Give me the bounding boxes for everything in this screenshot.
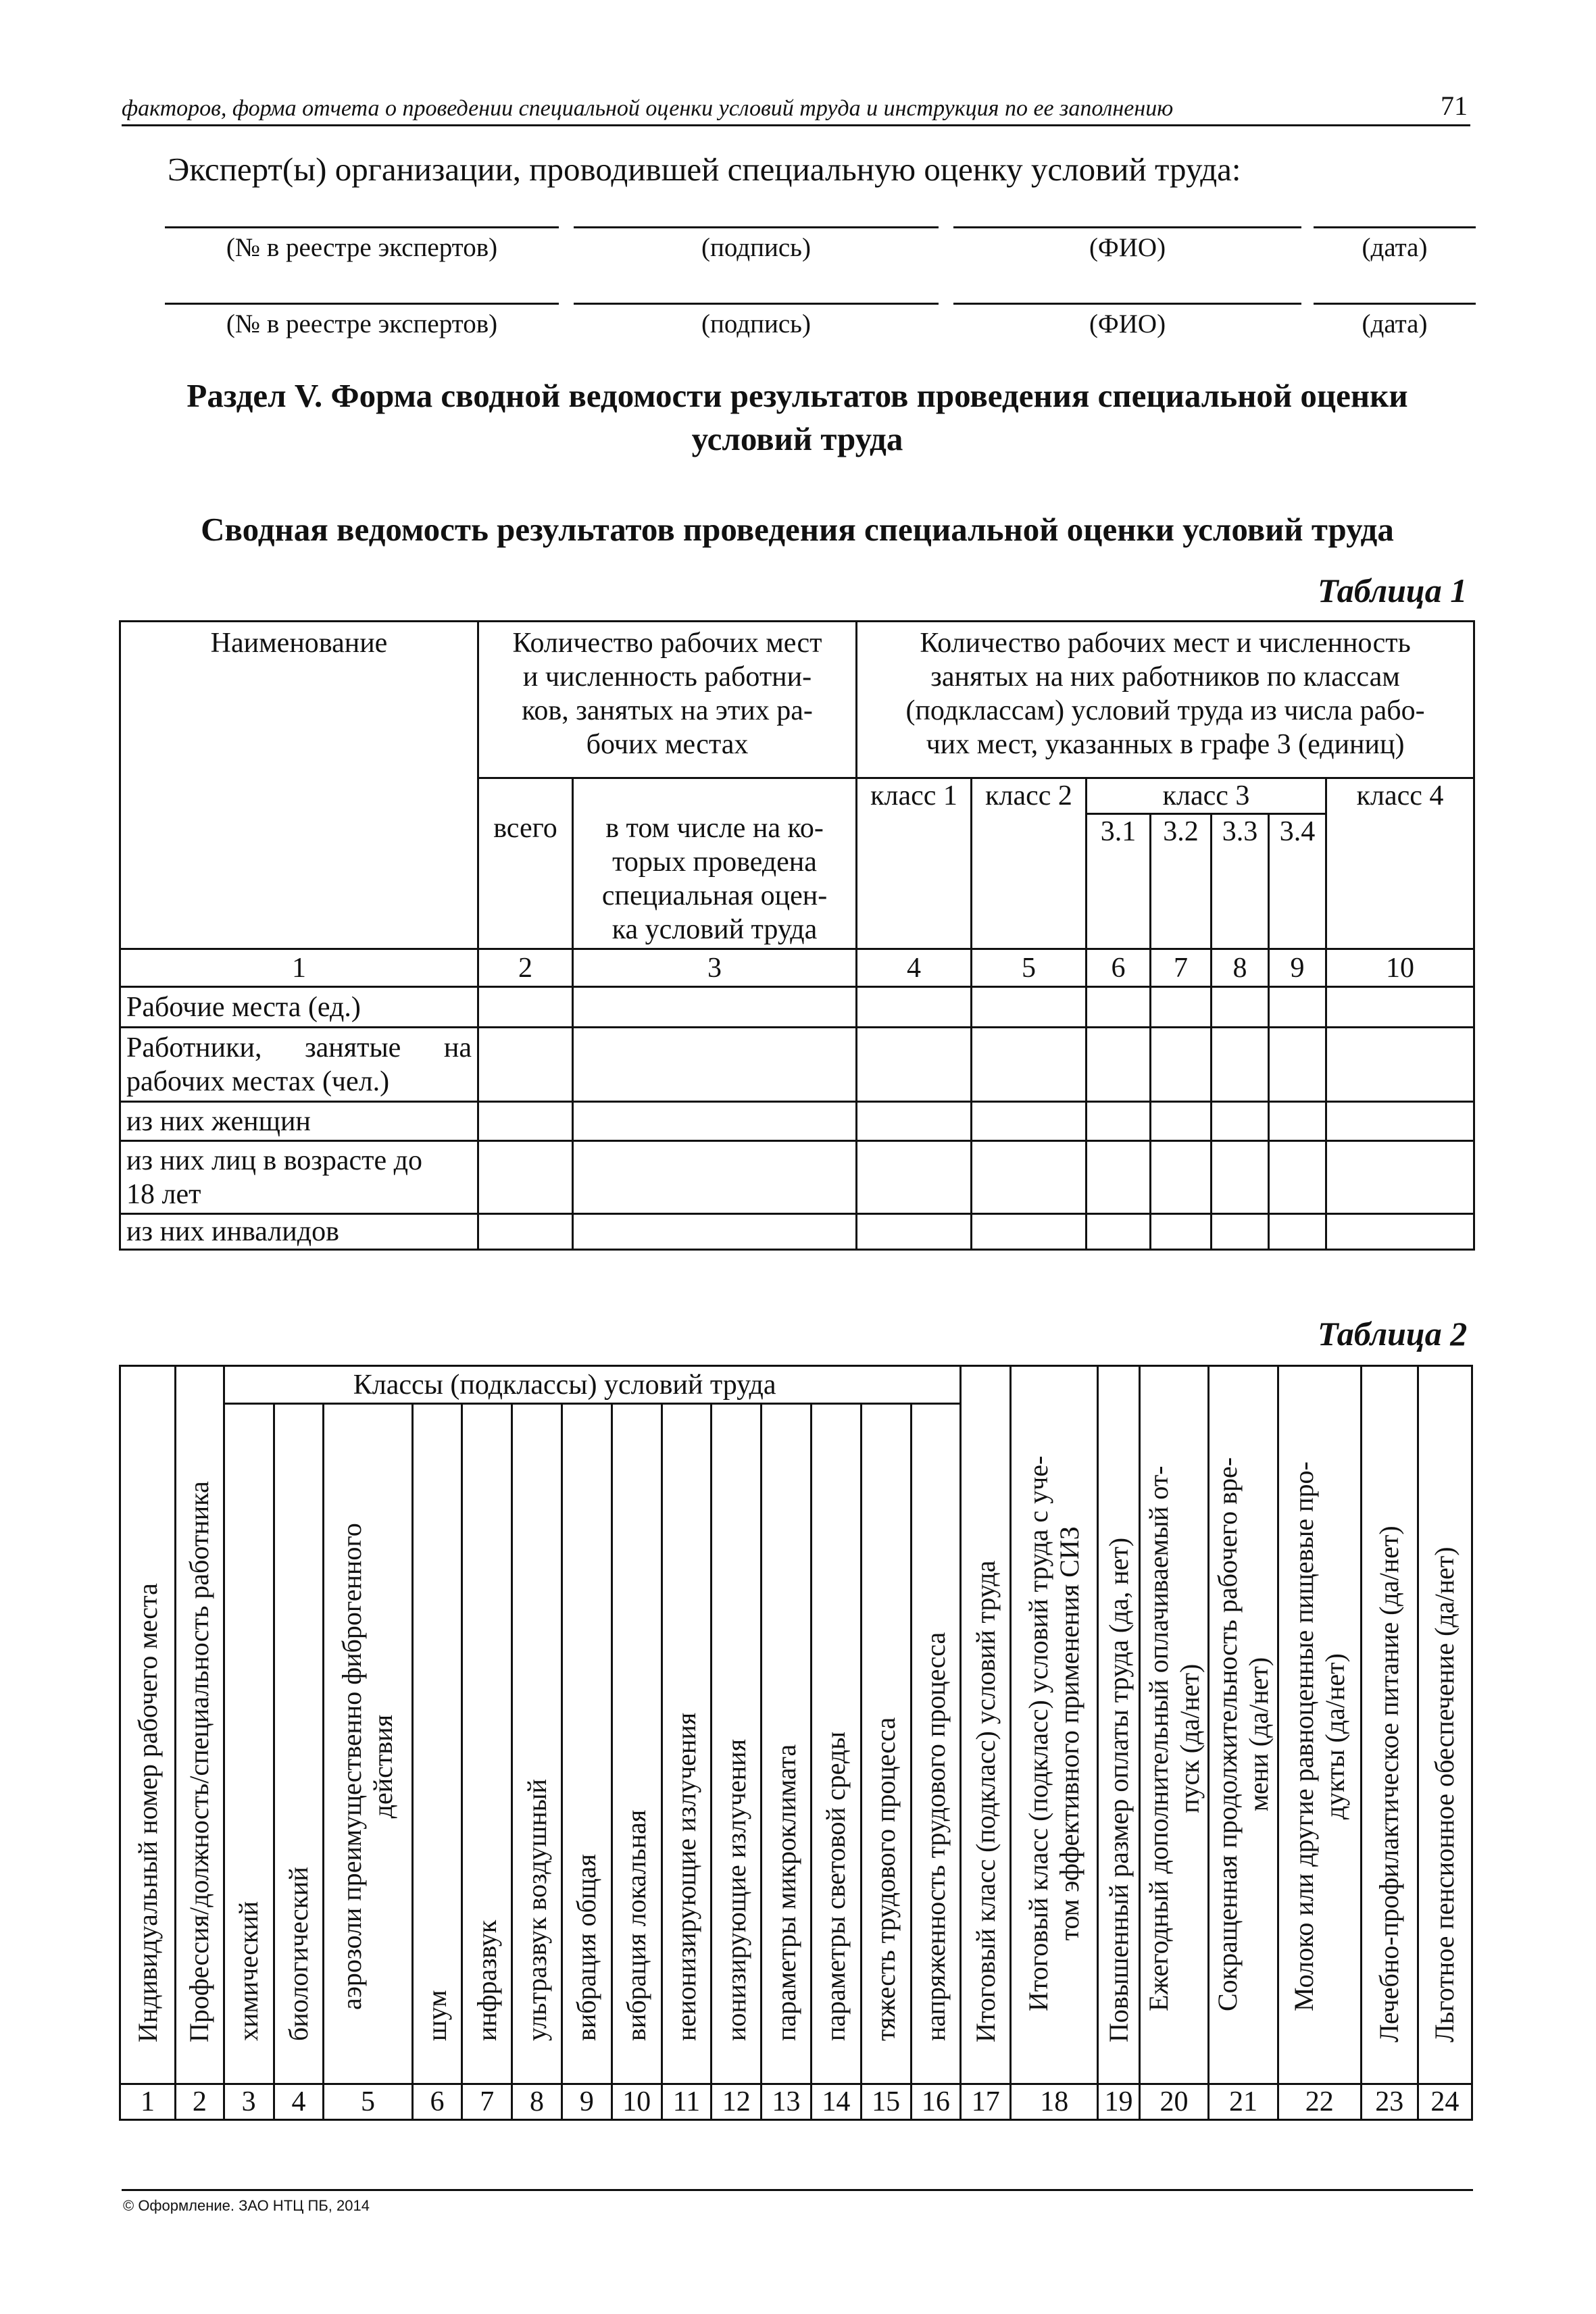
- t1-row-label: из них женщин: [120, 1102, 478, 1141]
- t2-col-header: [1361, 1366, 1418, 2084]
- table-cell: [1087, 1214, 1151, 1250]
- table-cell: [1151, 1141, 1212, 1214]
- table-cell: [478, 1102, 573, 1141]
- table-cell: [1151, 1028, 1212, 1102]
- t2-col-header-text: [1023, 1456, 1085, 2011]
- t2-col-header: [1418, 1366, 1472, 2084]
- footer-copyright: © Оформление. ЗАО НТЦ ПБ, 2014: [123, 2197, 370, 2214]
- table1-caption: Таблица 1: [1318, 572, 1468, 609]
- table-cell: [1326, 987, 1474, 1028]
- t1-col-number: 8: [1212, 949, 1269, 987]
- table-cell: [1269, 1028, 1326, 1102]
- t1-class-2: класс 2: [972, 778, 1087, 949]
- t2-col-number: 18: [1011, 2084, 1098, 2120]
- summary-table-1: [119, 620, 1475, 1251]
- t2-col-number: 12: [712, 2084, 762, 2120]
- t2-col-number: 19: [1098, 2084, 1140, 2120]
- t2-col-header-line: пуск (да/нет): [1174, 1663, 1205, 1813]
- t2-col-header: [274, 1404, 324, 2084]
- t2-col-header: [120, 1366, 176, 2084]
- table-cell: [1212, 1214, 1269, 1250]
- t2-col-header: [961, 1366, 1011, 2084]
- table-cell: [1087, 1141, 1151, 1214]
- section-title: [122, 374, 1473, 461]
- t2-col-header: [1098, 1366, 1140, 2084]
- t2-col-header-line: Молоко или другие равноценные пищевые про-: [1288, 1461, 1319, 2011]
- t1-col-number: 1: [120, 949, 478, 987]
- table-cell: [1151, 1214, 1212, 1250]
- t1-class-1: класс 1: [857, 778, 972, 949]
- table-cell: [1212, 987, 1269, 1028]
- t2-col-header-line: действия: [368, 1714, 399, 1819]
- t2-col-header-line: Сокращенная продолжительность рабочего вре-: [1212, 1457, 1243, 2011]
- sig-field-date: (дата): [1314, 226, 1476, 263]
- t2-col-header-text: параметры световой среды: [820, 1731, 851, 2042]
- t1-row-label-line: рабочих местах (чел.): [126, 1065, 390, 1097]
- table-cell: [972, 1214, 1087, 1250]
- t2-col-number: 24: [1418, 2084, 1472, 2120]
- t1-col-number: 2: [478, 949, 573, 987]
- t2-col-number: 11: [662, 2084, 712, 2120]
- t1-sub-3-1: 3.1: [1087, 814, 1151, 949]
- t2-col-header-text: Итоговый класс (подкласс) условий труда: [970, 1560, 1001, 2042]
- t2-col-header: [1278, 1366, 1361, 2084]
- t1-row-label: из них инвалидов: [120, 1214, 478, 1250]
- section-title-line-2: условий труда: [691, 420, 903, 457]
- table-cell: [857, 1102, 972, 1141]
- t2-col-header: [762, 1404, 812, 2084]
- t2-col-header-text: Профессия/должность/специальность работника: [184, 1481, 215, 2042]
- t2-col-number: 4: [274, 2084, 324, 2120]
- t2-col-number: 9: [562, 2084, 612, 2120]
- t2-col-header-text: вибрация локальная: [621, 1809, 652, 2042]
- t2-col-number: 6: [412, 2084, 462, 2120]
- t1-header-count-line: ков, занятых на этих ра-: [522, 695, 813, 726]
- t1-col-number: 4: [857, 949, 972, 987]
- t2-col-header-text: вибрация общая: [571, 1854, 602, 2042]
- t1-header-count: [478, 622, 857, 778]
- t1-sub-3-4: 3.4: [1269, 814, 1326, 949]
- t2-col-header: [1139, 1366, 1209, 2084]
- t1-row-label-line: Работники, занятые на: [126, 1032, 472, 1063]
- t2-col-header-text: Лечебно-профилактическое питание (да/нет): [1374, 1526, 1405, 2042]
- t2-col-header: [412, 1404, 462, 2084]
- summary-subtitle: Сводная ведомость результатов проведения специальной оценки условий труда: [201, 511, 1394, 548]
- t2-col-number: 23: [1361, 2084, 1418, 2120]
- t2-col-header-text: [1289, 1461, 1351, 2011]
- table-row: [120, 1214, 1474, 1250]
- table-cell: [573, 1214, 857, 1250]
- t1-header-count-line: бочих местах: [586, 729, 749, 760]
- t1-col-number: 5: [972, 949, 1087, 987]
- t1-sub-assessed-line: в том числе на ко-: [605, 813, 824, 844]
- table-cell: [573, 1102, 857, 1141]
- t2-col-header-text: напряженность трудового процесса: [920, 1632, 951, 2042]
- t2-col-header-line: Ежегодный дополнительный оплачиваемый от-: [1143, 1465, 1174, 2011]
- t2-col-header: [861, 1404, 911, 2084]
- t2-col-header: [462, 1404, 512, 2084]
- table-cell: [1269, 987, 1326, 1028]
- table-cell: [857, 1028, 972, 1102]
- t2-col-header-text: инфразвук: [471, 1919, 502, 2042]
- t2-col-header-text: шум: [421, 1990, 452, 2042]
- t2-col-number: 22: [1278, 2084, 1361, 2120]
- t2-col-number: 3: [224, 2084, 274, 2120]
- t1-column-numbers: [120, 949, 1474, 987]
- table-cell: [1087, 1102, 1151, 1141]
- t2-col-header-text: неионизирующие излучения: [670, 1712, 701, 2042]
- table-cell: [478, 1141, 573, 1214]
- table-cell: [972, 1102, 1087, 1141]
- t2-col-number: 2: [176, 2084, 224, 2120]
- table-row: [120, 1141, 1474, 1214]
- sig-field-name: (ФИО): [953, 226, 1301, 263]
- t2-col-header-text: ультразвук воздушный: [521, 1779, 552, 2042]
- t2-col-header: [176, 1366, 224, 2084]
- table-row: [120, 1028, 1474, 1102]
- table-cell: [1087, 1028, 1151, 1102]
- table-cell: [1212, 1102, 1269, 1141]
- page-number: 71: [1441, 91, 1468, 121]
- t2-col-header: [712, 1404, 762, 2084]
- t1-header-classes: [857, 622, 1474, 778]
- t2-col-header: [1209, 1366, 1278, 2084]
- table-cell: [1326, 1141, 1474, 1214]
- t1-sub-3-2: 3.2: [1151, 814, 1212, 949]
- table-cell: [478, 987, 573, 1028]
- t1-col-number: 3: [573, 949, 857, 987]
- table-cell: [1151, 1102, 1212, 1141]
- t2-col-number: 21: [1209, 2084, 1278, 2120]
- t2-col-header-text: параметры микроклимата: [770, 1744, 801, 2042]
- table-cell: [573, 987, 857, 1028]
- t2-col-header: [224, 1404, 274, 2084]
- t1-header-classes-line: чих мест, указанных в графе 3 (единиц): [926, 729, 1405, 760]
- expert-line: Эксперт(ы) организации, проводившей специальную оценку условий труда:: [168, 151, 1241, 188]
- sig-field-signature: (подпись): [574, 226, 939, 263]
- table2-caption: Таблица 2: [1318, 1315, 1468, 1353]
- t1-sub-assessed-line: ка условий труда: [612, 914, 818, 945]
- running-title: факторов, форма отчета о проведении специальной оценки условий труда и инструкция по ее заполнению: [122, 96, 1174, 121]
- table-cell: [1326, 1028, 1474, 1102]
- t1-row-label: Рабочие места (ед.): [120, 987, 478, 1028]
- t1-header-classes-line: занятых на них работников по классам: [930, 661, 1400, 693]
- t2-col-header-text: биологический: [282, 1867, 314, 2042]
- t1-sub-assessed-line: специальная оцен-: [601, 880, 828, 911]
- t2-col-header-text: ионизирующие излучения: [720, 1739, 751, 2042]
- t2-col-header-line: том эффективного применения СИЗ: [1054, 1526, 1085, 1941]
- table-row: [120, 1102, 1474, 1141]
- t2-col-header-line: аэрозоли преимущественно фиброгенного: [336, 1523, 368, 2011]
- t1-col-number: 9: [1269, 949, 1326, 987]
- t1-row-label-line: 18 лет: [126, 1178, 201, 1210]
- summary-table-2: [119, 1365, 1473, 2121]
- t1-row-label: [120, 1141, 478, 1214]
- sig-field-registry: (№ в реестре экспертов): [165, 303, 559, 339]
- table-cell: [478, 1028, 573, 1102]
- t2-col-header: [911, 1404, 961, 2084]
- signature-row-1: [165, 226, 1476, 267]
- t2-col-header-line: дукты (да/нет): [1319, 1653, 1350, 1820]
- t2-col-number: 17: [961, 2084, 1011, 2120]
- t2-col-header: [562, 1404, 612, 2084]
- t2-col-header-line: Итоговый класс (подкласс) условий труда с уче-: [1023, 1455, 1054, 2011]
- t2-col-header-text: [1143, 1466, 1205, 2012]
- table-cell: [1269, 1141, 1326, 1214]
- table-cell: [573, 1028, 857, 1102]
- t1-row-label: [120, 1028, 478, 1102]
- t2-column-numbers: [120, 2084, 1472, 2120]
- sig-field-signature: (подпись): [574, 303, 939, 339]
- table-cell: [1269, 1214, 1326, 1250]
- t2-col-header: [512, 1404, 562, 2084]
- table-cell: [1151, 987, 1212, 1028]
- t1-header-classes-line: Количество рабочих мест и численность: [920, 628, 1411, 659]
- t2-col-header: [324, 1404, 412, 2084]
- table-cell: [1212, 1028, 1269, 1102]
- t2-col-header: [612, 1404, 662, 2084]
- t1-class-4: класс 4: [1326, 778, 1474, 949]
- t1-col-number: 6: [1087, 949, 1151, 987]
- t2-col-number: 14: [811, 2084, 861, 2120]
- t1-class-3: класс 3: [1087, 778, 1326, 814]
- t1-col-number: 10: [1326, 949, 1474, 987]
- table-cell: [972, 987, 1087, 1028]
- table-cell: [1212, 1141, 1269, 1214]
- t2-col-header-text: Льготное пенсионное обеспечение (да/нет): [1429, 1546, 1460, 2042]
- t2-col-header-text: химический: [233, 1901, 264, 2042]
- t1-header-classes-line: (подклассам) условий труда из числа рабо-: [905, 695, 1425, 726]
- t2-col-number: 13: [762, 2084, 812, 2120]
- table-cell: [1087, 987, 1151, 1028]
- t2-col-number: 16: [911, 2084, 961, 2120]
- sig-field-registry: (№ в реестре экспертов): [165, 226, 559, 263]
- t1-header-count-line: Количество рабочих мест: [512, 628, 822, 659]
- t2-col-header-text: Повышенный размер оплаты труда (да, нет): [1103, 1537, 1134, 2042]
- table-cell: [1326, 1102, 1474, 1141]
- t2-col-header-text: Индивидуальный номер рабочего места: [132, 1583, 163, 2042]
- table-cell: [972, 1141, 1087, 1214]
- table-cell: [478, 1214, 573, 1250]
- t2-col-number: 5: [324, 2084, 412, 2120]
- t2-col-number: 8: [512, 2084, 562, 2120]
- table-cell: [857, 1214, 972, 1250]
- t2-col-header: [1011, 1366, 1098, 2084]
- table-cell: [1326, 1214, 1474, 1250]
- t1-row-label-line: из них лиц в возрасте до: [126, 1145, 423, 1176]
- t1-sub-3-3: 3.3: [1212, 814, 1269, 949]
- t2-col-number: 15: [861, 2084, 911, 2120]
- running-header: [122, 93, 1470, 126]
- t2-col-header: [811, 1404, 861, 2084]
- table-cell: [573, 1141, 857, 1214]
- t2-col-number: 10: [612, 2084, 662, 2120]
- t1-sub-total: всего: [478, 778, 573, 949]
- t2-group-header: Классы (подклассы) условий труда: [224, 1366, 961, 1404]
- t1-header-name: Наименование: [120, 622, 478, 949]
- t2-col-header-text: [1212, 1457, 1274, 2011]
- table-cell: [1269, 1102, 1326, 1141]
- table-cell: [972, 1028, 1087, 1102]
- footer-rule: [122, 2189, 1473, 2191]
- t2-col-header-text: [336, 1523, 399, 2010]
- t1-col-number: 7: [1151, 949, 1212, 987]
- table-cell: [857, 987, 972, 1028]
- sig-field-name: (ФИО): [953, 303, 1301, 339]
- section-title-line-1: Раздел V. Форма сводной ведомости результатов проведения специальной оценки: [186, 377, 1408, 414]
- t1-sub-assessed: [573, 778, 857, 949]
- t2-col-number: 20: [1139, 2084, 1209, 2120]
- t2-col-header-line: мени (да/нет): [1243, 1657, 1274, 1812]
- signature-row-2: [165, 303, 1476, 343]
- table-cell: [857, 1141, 972, 1214]
- t2-col-number: 1: [120, 2084, 176, 2120]
- t1-sub-assessed-line: торых проведена: [612, 847, 817, 878]
- sig-field-date: (дата): [1314, 303, 1476, 339]
- t2-col-header-text: тяжесть трудового процесса: [870, 1717, 901, 2042]
- t2-col-header: [662, 1404, 712, 2084]
- table-row: [120, 987, 1474, 1028]
- t2-col-number: 7: [462, 2084, 512, 2120]
- t1-header-count-line: и численность работни-: [522, 661, 812, 693]
